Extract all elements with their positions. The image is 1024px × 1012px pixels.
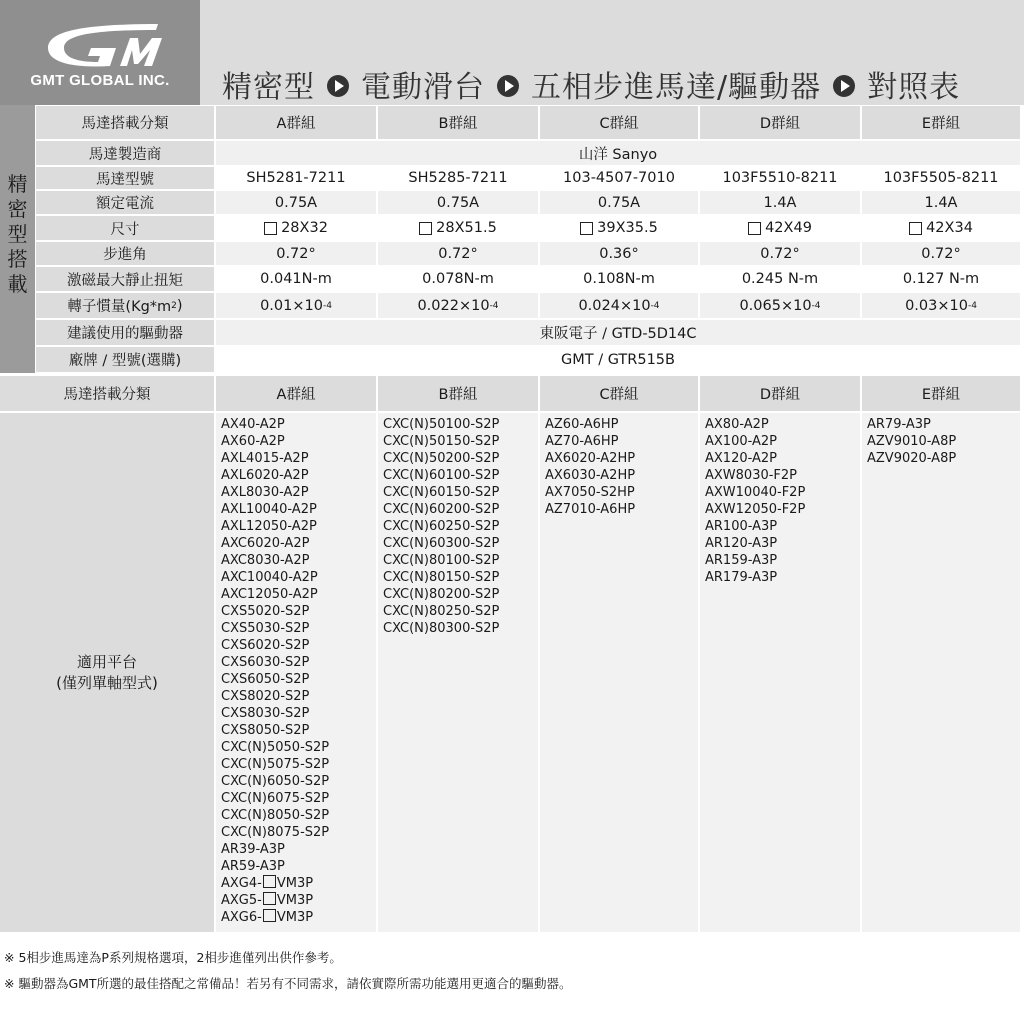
list-item: CXS8050-S2P — [221, 723, 310, 738]
title-part-1: 精密型 — [222, 70, 315, 105]
spec-value: 0.041N-m — [216, 267, 376, 291]
title-part-3: 五相步進馬達/驅動器 — [531, 70, 822, 105]
list-item: CXC(N)80150-S2P — [383, 570, 500, 585]
spec-value: 0.36° — [540, 242, 698, 265]
row-label: 步進角 — [36, 242, 214, 265]
spec-value: 0.75A — [378, 191, 538, 214]
list-item: AZV9020-A8P — [867, 451, 957, 466]
list-item: AX40-A2P — [221, 417, 285, 432]
list-item: CXS5030-S2P — [221, 621, 310, 636]
title-part-2: 電動滑台 — [361, 70, 485, 105]
list-item: AR120-A3P — [705, 536, 778, 551]
list-item: AXW8030-F2P — [705, 468, 798, 483]
size-value: 28X32 — [216, 216, 376, 240]
list-item: AR159-A3P — [705, 553, 778, 568]
list-item: CXC(N)8075-S2P — [221, 825, 330, 840]
list-item: AZV9010-A8P — [867, 434, 957, 449]
inertia-value: 0.03×10 -4 — [862, 293, 1020, 318]
list-item: AR39-A3P — [221, 842, 285, 857]
platform-header-label: 馬達搭載分類 — [0, 376, 214, 411]
inertia-value: 0.024×10 -4 — [540, 293, 698, 318]
list-item: CXC(N)6075-S2P — [221, 791, 330, 806]
platform-list-b — [378, 413, 538, 932]
platform-list-d — [700, 413, 860, 932]
list-item: AXC6020-A2P — [221, 536, 310, 551]
row-label: 馬達型號 — [36, 167, 214, 189]
list-item: AXW10040-F2P — [705, 485, 806, 500]
spec-header-label: 馬達搭載分類 — [36, 106, 214, 139]
square-icon — [748, 222, 761, 235]
inertia-value: 0.022×10 -4 — [378, 293, 538, 318]
list-item: CXS5020-S2P — [221, 604, 310, 619]
footnote-1: ※ 5相步進馬達為P系列規格選項，2相步進僅列出供作參考。 — [4, 950, 342, 965]
manufacturer-label: 馬達製造商 — [36, 141, 214, 165]
list-item: CXC(N)80100-S2P — [383, 553, 500, 568]
side-label-char: 載 — [7, 272, 28, 296]
list-item: CXC(N)60150-S2P — [383, 485, 500, 500]
list-item: CXC(N)60100-S2P — [383, 468, 500, 483]
side-label-char: 精 — [7, 172, 28, 196]
size-value: 28X51.5 — [378, 216, 538, 240]
size-value: 42X34 — [862, 216, 1020, 240]
list-item: AR59-A3P — [221, 859, 285, 874]
list-item: AXW12050-F2P — [705, 502, 806, 517]
list-item: AXL6020-A2P — [221, 468, 309, 483]
spec-group-header: B群組 — [378, 106, 538, 139]
platform-group-header: B群組 — [378, 376, 538, 411]
list-item: AX100-A2P — [705, 434, 778, 449]
list-item: AZ60-A6HP — [545, 417, 619, 432]
square-icon — [264, 222, 277, 235]
spec-value: 1.4A — [862, 191, 1020, 214]
list-item: CXC(N)50100-S2P — [383, 417, 500, 432]
spec-value: 0.127 N-m — [862, 267, 1020, 291]
list-item: AX7050-S2HP — [545, 485, 635, 500]
spec-value: 103-4507-7010 — [540, 167, 698, 189]
spec-group-header: C群組 — [540, 106, 698, 139]
size-value: 42X49 — [700, 216, 860, 240]
list-item: CXC(N)8050-S2P — [221, 808, 330, 823]
list-item: AX60-A2P — [221, 434, 285, 449]
row-label-inertia: 轉子慣量(Kg*m 2 ) — [36, 293, 214, 318]
play-arrow-icon — [497, 75, 519, 97]
platform-group-header: E群組 — [862, 376, 1020, 411]
platform-group-header: A群組 — [216, 376, 376, 411]
list-item: AX120-A2P — [705, 451, 778, 466]
spec-value: 0.75A — [216, 191, 376, 214]
inertia-value: 0.01×10 -4 — [216, 293, 376, 318]
list-item: AR79-A3P — [867, 417, 931, 432]
list-item: CXC(N)80300-S2P — [383, 621, 500, 636]
side-category-text — [0, 172, 35, 297]
list-item: AXC12050-A2P — [221, 587, 318, 602]
spec-group-header: E群組 — [862, 106, 1020, 139]
list-item: AXC10040-A2P — [221, 570, 318, 585]
page-title — [222, 62, 960, 106]
brand-label: 廠牌 / 型號(選購) — [36, 347, 214, 372]
list-item: AXL12050-A2P — [221, 519, 317, 534]
spec-value: 0.72° — [216, 242, 376, 265]
spec-value: 0.078N-m — [378, 267, 538, 291]
spec-value: 0.72° — [700, 242, 860, 265]
list-item: AX6020-A2HP — [545, 451, 636, 466]
spec-value: 1.4A — [700, 191, 860, 214]
list-item: CXS8030-S2P — [221, 706, 310, 721]
list-item: AX6030-A2HP — [545, 468, 636, 483]
spec-value: 103F5505-8211 — [862, 167, 1020, 189]
list-item: AXL8030-A2P — [221, 485, 309, 500]
footnote-2: ※ 驅動器為GMT所選的最佳搭配之常備品！若另有不同需求，請依實際所需功能選用更適合的驅動器。 — [4, 976, 572, 991]
side-label-char: 密 — [7, 197, 28, 221]
list-item: AX80-A2P — [705, 417, 769, 432]
manufacturer-value: 山洋 Sanyo — [216, 141, 1020, 165]
list-item: CXC(N)6050-S2P — [221, 774, 330, 789]
platform-label-line2: (僅列單軸型式) — [56, 673, 158, 692]
list-item: CXC(N)5050-S2P — [221, 740, 330, 755]
driver-label: 建議使用的驅動器 — [36, 320, 214, 345]
title-part-4: 對照表 — [867, 70, 961, 105]
spec-value: SH5281-7211 — [216, 167, 376, 189]
list-item: AXL10040-A2P — [221, 502, 317, 517]
platform-group-header: C群組 — [540, 376, 698, 411]
square-icon — [263, 875, 276, 888]
list-item: AXL4015-A2P — [221, 451, 309, 466]
platform-label-line1: 適用平台 — [76, 652, 137, 671]
brand-value: GMT / GTR515B — [216, 347, 1020, 372]
list-item: AZ70-A6HP — [545, 434, 619, 449]
square-icon — [419, 222, 432, 235]
size-value: 39X35.5 — [540, 216, 698, 240]
spec-value: 0.108N-m — [540, 267, 698, 291]
square-icon — [580, 222, 593, 235]
company-name: GMT GLOBAL INC. — [30, 72, 170, 89]
list-item: CXS6050-S2P — [221, 672, 310, 687]
side-label-char: 搭 — [7, 247, 28, 271]
list-item: CXC(N)50200-S2P — [383, 451, 500, 466]
spec-value: 0.245 N-m — [700, 267, 860, 291]
platform-list-e — [862, 413, 1020, 932]
spec-group-header: D群組 — [700, 106, 860, 139]
row-label: 激磁最大靜止扭矩 — [36, 267, 214, 291]
logo — [0, 0, 200, 105]
row-label: 額定電流 — [36, 191, 214, 214]
spec-value: 0.72° — [378, 242, 538, 265]
play-arrow-icon — [833, 75, 855, 97]
platform-list-c — [540, 413, 698, 932]
gmt-logo-mark — [38, 18, 168, 70]
list-item: CXS8020-S2P — [221, 689, 310, 704]
page-header — [0, 0, 1024, 105]
list-item: AXC8030-A2P — [221, 553, 310, 568]
list-item: CXC(N)5075-S2P — [221, 757, 330, 772]
driver-value: 東阪電子 / GTD-5D14C — [216, 320, 1020, 345]
list-item: CXC(N)60250-S2P — [383, 519, 500, 534]
list-item: AR179-A3P — [705, 570, 778, 585]
square-icon — [263, 909, 276, 922]
spec-value: 0.75A — [540, 191, 698, 214]
list-item: CXS6020-S2P — [221, 638, 310, 653]
row-label: 尺寸 — [36, 216, 214, 240]
list-item: AR100-A3P — [705, 519, 778, 534]
list-item: AXG6- VM3P — [221, 910, 314, 925]
list-item: CXC(N)80200-S2P — [383, 587, 500, 602]
spec-value: 103F5510-8211 — [700, 167, 860, 189]
list-item: CXC(N)80250-S2P — [383, 604, 500, 619]
spec-value: 0.72° — [862, 242, 1020, 265]
square-icon — [263, 892, 276, 905]
play-arrow-icon — [327, 75, 349, 97]
list-item: CXC(N)50150-S2P — [383, 434, 500, 449]
square-icon — [909, 222, 922, 235]
platform-label — [0, 413, 214, 932]
platform-group-header: D群組 — [700, 376, 860, 411]
list-item: CXC(N)60200-S2P — [383, 502, 500, 517]
side-label-char: 型 — [7, 222, 28, 246]
list-item: AXG5- VM3P — [221, 893, 314, 908]
platform-list-a — [216, 413, 376, 932]
inertia-value: 0.065×10 -4 — [700, 293, 860, 318]
list-item: CXS6030-S2P — [221, 655, 310, 670]
spec-value: SH5285-7211 — [378, 167, 538, 189]
list-item: AZ7010-A6HP — [545, 502, 636, 517]
list-item: CXC(N)60300-S2P — [383, 536, 500, 551]
list-item: AXG4- VM3P — [221, 876, 314, 891]
spec-group-header: A群組 — [216, 106, 376, 139]
